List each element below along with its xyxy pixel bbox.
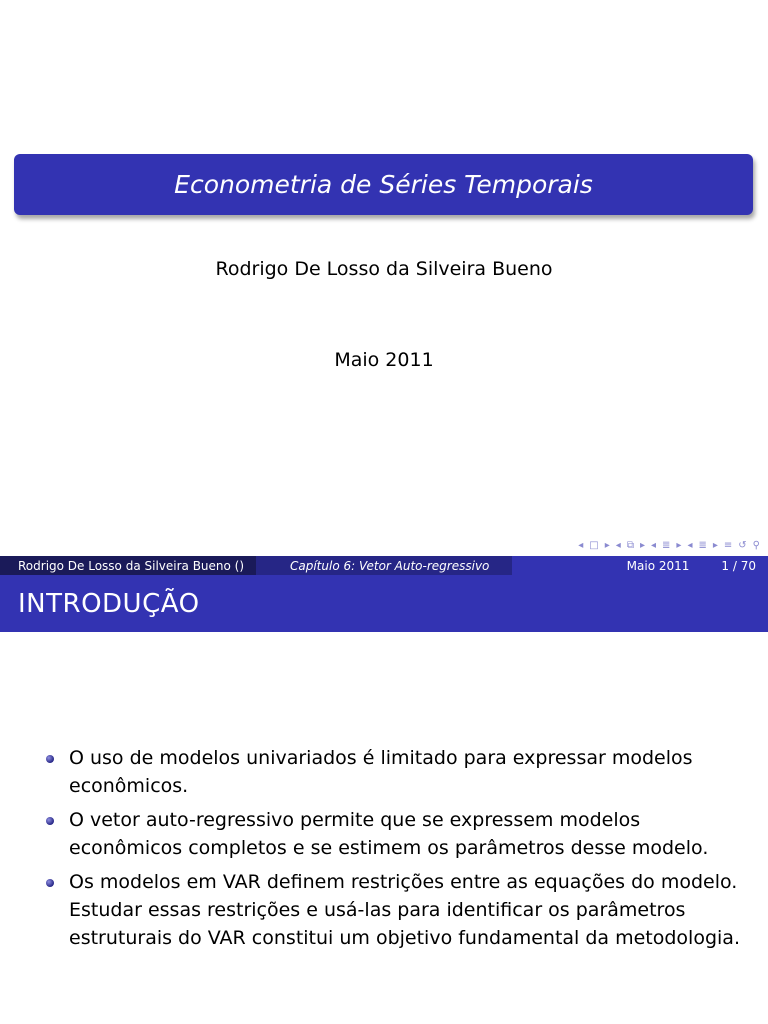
left-arrow-icon[interactable]: ◂ xyxy=(578,539,584,551)
bullet-icon xyxy=(46,755,54,763)
beamer-navigation xyxy=(578,538,760,552)
right-arrow-icon[interactable]: ▸ xyxy=(604,539,610,551)
subsection-icon[interactable]: ⧉ xyxy=(626,539,634,551)
footer-bar xyxy=(0,556,768,575)
footer-right xyxy=(512,556,768,575)
list-item xyxy=(46,806,756,862)
right-arrow-icon[interactable]: ▸ xyxy=(712,539,718,551)
footer-date: Maio 2011 xyxy=(626,558,690,573)
bullet-icon xyxy=(46,817,54,825)
frame-icon[interactable]: □ xyxy=(589,539,599,551)
bullet-list xyxy=(46,744,756,958)
right-arrow-icon[interactable]: ▸ xyxy=(639,539,645,551)
slide-header xyxy=(0,575,768,632)
bullet-text: O uso de modelos univariados é limitado para expressar modelos econômicos. xyxy=(69,747,693,797)
section-icon[interactable]: ≣ xyxy=(662,539,671,551)
left-arrow-icon[interactable]: ◂ xyxy=(687,539,693,551)
slide-heading: INTRODUÇÃO xyxy=(18,588,200,619)
document-icon[interactable]: ≣ xyxy=(698,539,707,551)
title-box xyxy=(14,154,753,215)
page-number: 1 / 70 xyxy=(721,558,756,573)
list-item xyxy=(46,744,756,800)
footer-chapter: Capítulo 6: Vetor Auto-regressivo xyxy=(256,556,512,575)
list-item xyxy=(46,868,756,952)
loop-icon[interactable]: ↺ xyxy=(738,539,747,551)
author-name: Rodrigo De Losso da Silveira Bueno xyxy=(215,258,553,280)
right-arrow-icon[interactable]: ▸ xyxy=(676,539,682,551)
footer-author: Rodrigo De Losso da Silveira Bueno () xyxy=(0,556,256,575)
search-icon[interactable]: ⚲ xyxy=(752,539,760,551)
left-arrow-icon[interactable]: ◂ xyxy=(650,539,657,551)
align-icon[interactable]: ≡ xyxy=(723,539,733,551)
bullet-text: Os modelos em VAR definem restrições entre as equações do modelo. Estudar essas restrições e usá-las para identificar os parâmetros estruturais do VAR constitui um objetivo fundamental da metodologia. xyxy=(69,871,740,949)
left-arrow-icon[interactable]: ◂ xyxy=(615,539,621,551)
presentation-title: Econometria de Séries Temporais xyxy=(174,170,593,199)
bullet-text: O vetor auto-regressivo permite que se expressem modelos econômicos completos e se estimem os parâmetros desse modelo. xyxy=(69,809,709,859)
bullet-icon xyxy=(46,879,54,887)
presentation-date: Maio 2011 xyxy=(334,349,434,371)
